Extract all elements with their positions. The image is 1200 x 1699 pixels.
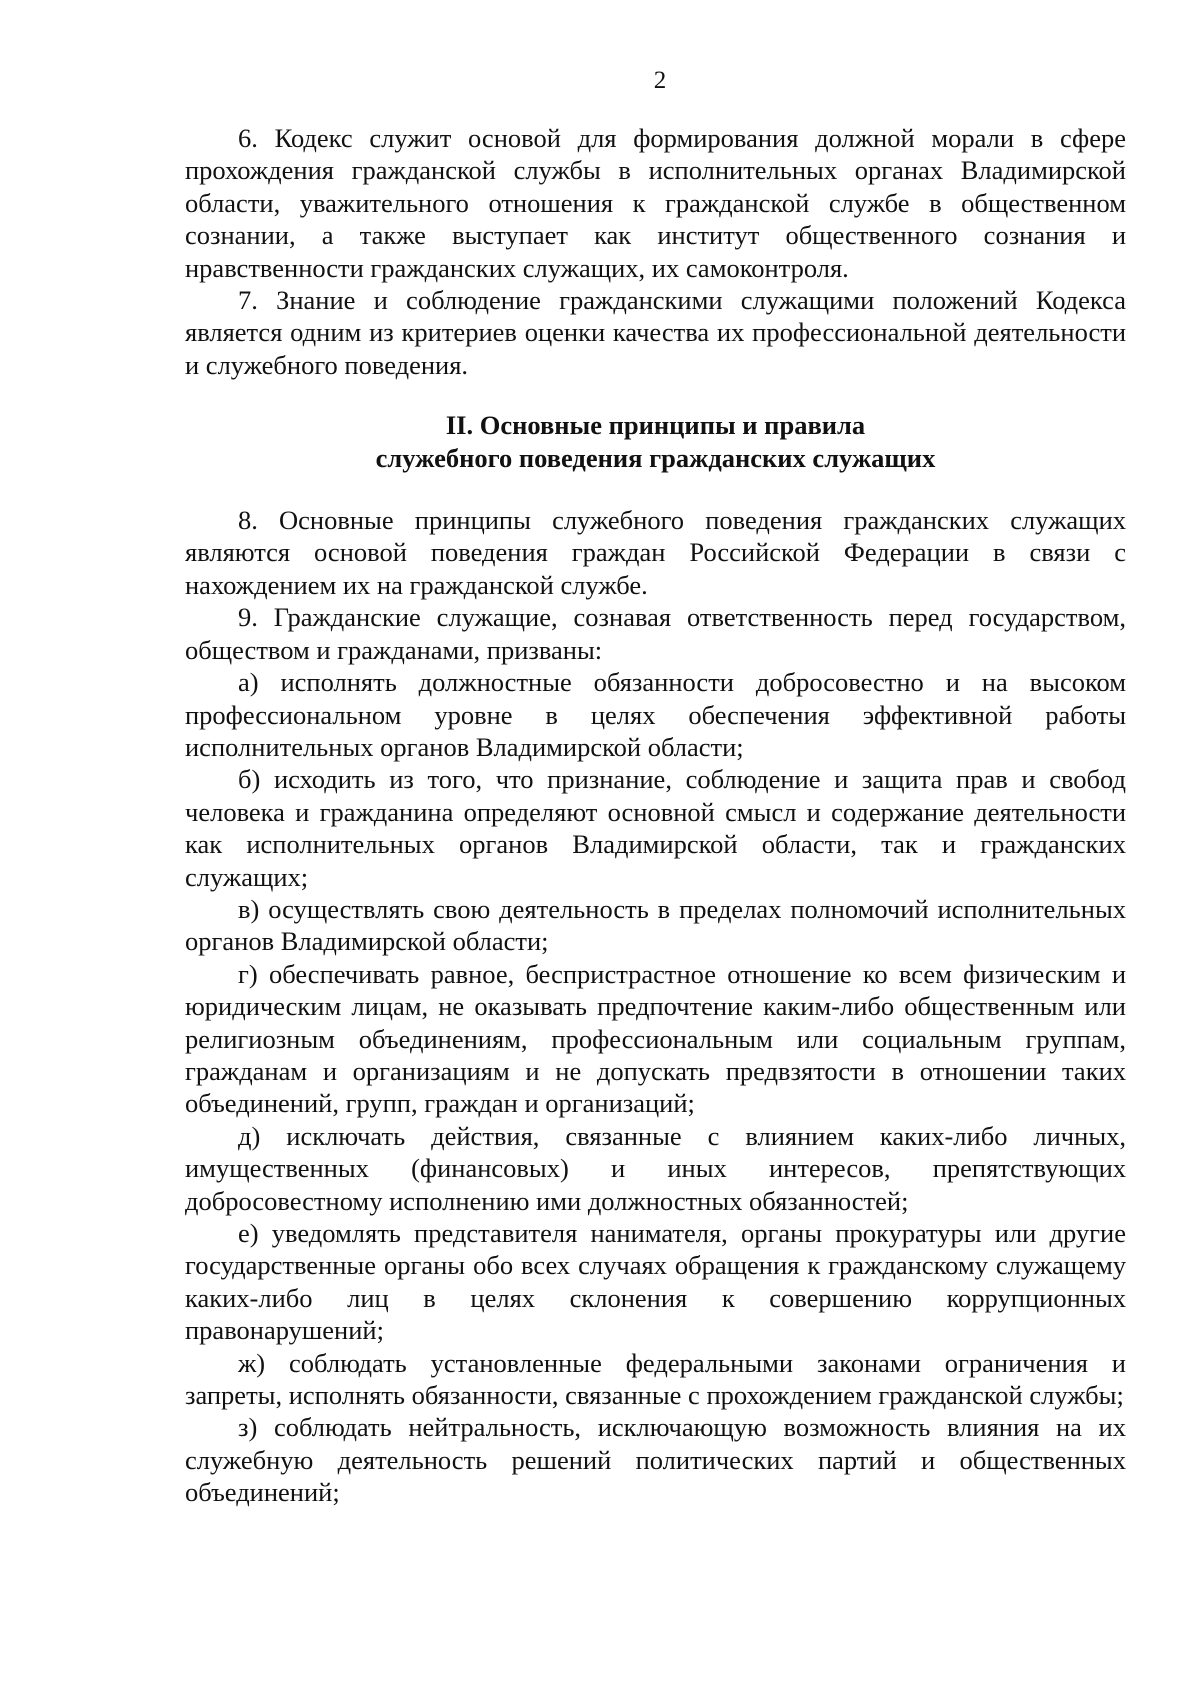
paragraph-6: 6. Кодекс служит основой для формирования должной морали в сфере прохождения гражданской службы в исполнительных органах Владимирской области, уважительного отношения к гражданской службе в общественном сознании, а также выступает как институт общественного сознания и нравственности гражданских служащих, их самоконтроля.	[185, 123, 1126, 283]
list-item-b: б) исходить из того, что признание, соблюдение и защита прав и свобод человека и гражданина определяют основной смысл и содержание деятельности как исполнительных органов Владимирской области, так и гражданских служащих;	[185, 764, 1126, 892]
page-number: 2	[653, 67, 667, 94]
paragraph-8: 8. Основные принципы служебного поведения гражданских служащих являются основой поведения граждан Российской Федерации в связи с нахождением их на гражданской службе.	[185, 505, 1126, 600]
list-item-d: д) исключать действия, связанные с влиянием каких-либо личных, имущественных (финансовых) и иных интересов, препятствующих добросовестному исполнению ими должностных обязанностей;	[185, 1120, 1126, 1216]
list-item-zh: ж) соблюдать установленные федеральными законами ограничения и запреты, исполнять обязанности, связанные с прохождением гражданской службы;	[185, 1347, 1126, 1411]
document-body	[185, 122, 1126, 1509]
list-item-g: г) обеспечивать равное, беспристрастное отношение ко всем физическим и юридическим лицам, не оказывать предпочтение каким-либо общественным или религиозным объединениям, профессиональным или социальным группам, гражданам и организациям и не допускать предвзятости в отношении таких объединений, групп, граждан и организаций;	[185, 958, 1126, 1119]
list-item-v: в) осуществлять свою деятельность в пределах полномочий исполнительных органов Владимирской области;	[185, 893, 1126, 957]
list-item-a: а) исполнять должностные обязанности добросовестно и на высоком профессиональном уровне в целях обеспечения эффективной работы исполнительных органов Владимирской области;	[185, 667, 1126, 762]
list-item-e: е) уведомлять представителя нанимателя, органы прокуратуры или другие государственные органы обо всех случаях обращения к гражданскому служащему каких-либо лиц в целях склонения к совершению коррупционных правонарушений;	[185, 1218, 1126, 1346]
list-item-z: з) соблюдать нейтральность, исключающую возможность влияния на их служебную деятельность решений политических партий и общественных объединений;	[185, 1412, 1126, 1508]
section-heading	[185, 409, 1126, 504]
paragraph-9: 9. Гражданские служащие, сознавая ответственность перед государством, обществом и гражданами, призваны:	[185, 602, 1126, 665]
section-heading-line-1: II. Основные принципы и правила	[445, 410, 866, 441]
paragraph-7: 7. Знание и соблюдение гражданскими служащими положений Кодекса является одним из критериев оценки качества их профессиональной деятельности и служебного поведения.	[185, 285, 1126, 380]
section-heading-line-2: служебного поведения гражданских служащих	[375, 442, 936, 473]
